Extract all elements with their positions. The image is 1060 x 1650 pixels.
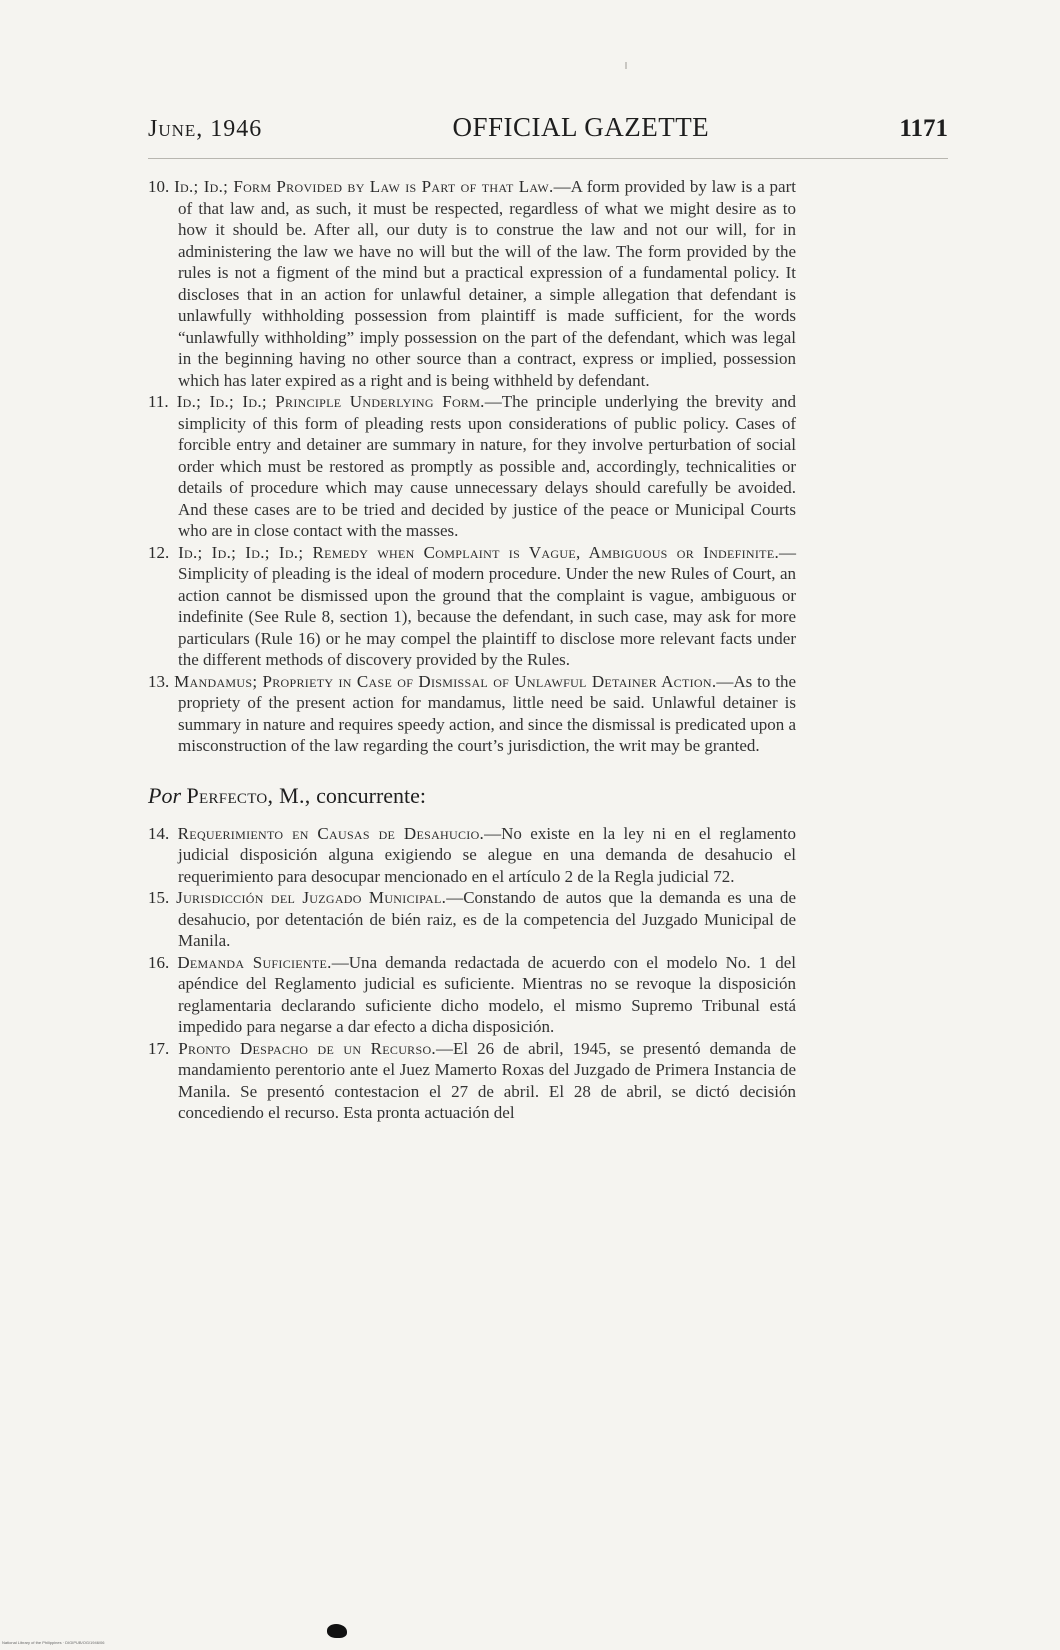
item-text: —A form provided by law is a part of that law and, as such, it must be respected, regardless of what we might desire as to how it should be. After all, our duty is to construe the law and not our will, for in administering the law we have no will but the will of the law. The form provided by the rules is not a figment of the mind but a practical expression of a fundamental policy. It discloses that in an action for unlawful detainer, a simple allegation that defendant is unlawfully withholding possession from plaintiff is made sufficient, for the words “unlawfully withholding” imply possession on the part of the defendant, which was legal in the beginning having no other source than a contract, express or implied, possession which has later expired as a right and is being withheld by defendant.: [178, 177, 796, 390]
item-text: —Una demanda redactada de acuerdo con el modelo No. 1 del apéndice del Reglamento judicial es suficiente. Mientras no se revoque la disposición reglamentaria declarando suficiente dicho modelo, el mismo Supremo Tribunal está impedido para negarse a dar efecto a dicha disposición.: [178, 952, 797, 1036]
syllabus-item: [148, 391, 796, 542]
item-heading: Jurisdicción del Juzgado Municipal.: [176, 888, 447, 907]
item-heading: Id.; Id.; Form Provided by Law is Part of that Law.: [174, 177, 554, 196]
syllabus-item: [148, 176, 796, 391]
page-header: [148, 112, 948, 152]
paper-speck: [625, 62, 627, 69]
syllabus-item: [148, 671, 796, 757]
item-number: 10.: [148, 177, 170, 196]
item-text: —As to the propriety of the present action for mandamus, little need be said. Unlawful detainer is summary in nature and requires speedy action, and since the dismissal is predicated upon a misconstruction of the law regarding the court’s jurisdiction, the writ may be granted.: [178, 671, 796, 755]
english-syllabus-list: [148, 176, 796, 757]
item-heading: Id.; Id.; Id.; Principle Underlying Form.: [176, 392, 485, 411]
item-text: —Constando de autos que la demanda es una de desahucio, por detentación de bién raiz, es de la competencia del Juzgado Municipal de Manila.: [178, 888, 796, 950]
header-title: OFFICIAL GAZETTE: [452, 112, 710, 142]
item-number: 11.: [148, 392, 169, 411]
item-text: —No existe en la ley ni en el reglamento judicial disposición alguna exigiendo se alegue en una demanda de desahucio el requerimiento para desocupar mencionado en el artículo 2 de la Regla judicial 72.: [178, 823, 796, 886]
item-heading: Requerimiento en Causas de Desahucio.: [177, 823, 485, 843]
item-heading: Mandamus; Propriety in Case of Dismissal of Unlawful Detainer Action.: [174, 671, 717, 691]
item-number: 15.: [148, 888, 170, 907]
item-text: —El 26 de abril, 1945, se presentó demanda de mandamiento perentorio ante el Juez Mamerto Roxas del Juzgado de Primera Instancia de Manila. Se presentó contestacion el 27 de abril. El 28 de abril, se dictó decisión concediendo el recurso. Esta pronta actuación del: [178, 1038, 797, 1122]
concurring-opinion-heading: [148, 783, 796, 809]
spanish-syllabus-list: [148, 823, 796, 1124]
syllabus-body: [148, 176, 796, 1124]
syllabus-item: [148, 887, 796, 952]
subhead-role: concurrente:: [316, 782, 427, 808]
syllabus-item: [148, 952, 796, 1038]
syllabus-item: [148, 823, 796, 888]
subhead-por: Por: [148, 782, 181, 808]
item-text: —Simplicity of pleading is the ideal of modern procedure. Under the new Rules of Court, an action cannot be dismissed upon the ground that the complaint is vague, ambiguous or indefinite (See Rule 8, section 1), because the defendant, in such case, may ask for more particulars (Rule 16) or he may compel the plaintiff to disclose more relevant facts under the different methods of discovery provided by the Rules.: [178, 542, 796, 669]
syllabus-item: [148, 1038, 796, 1124]
header-date: June, 1946: [148, 116, 263, 142]
item-heading: Demanda Suficiente.: [177, 952, 332, 972]
subhead-name: Perfecto, M.,: [186, 782, 311, 808]
item-heading: Id.; Id.; Id.; Id.; Remedy when Complaint is Vague, Ambiguous or Indefinite.: [178, 542, 779, 562]
ink-blot: [327, 1624, 347, 1638]
item-number: 16.: [148, 952, 170, 972]
header-rule: [148, 158, 948, 159]
header-page-number: 1171: [899, 115, 948, 142]
item-number: 13.: [148, 671, 170, 691]
scan-credit: National Library of the Philippines · DIGIPUB/OG/1946/06: [2, 1640, 105, 1645]
item-text: —The principle underlying the brevity and simplicity of this form of pleading rests upon considerations of public policy. Cases of forcible entry and detainer are summary in nature, for they involve perturbation of social order which must be restored as promptly as possible and, accordingly, technicalities or details of procedure which may cause unnecessary delays should carefully be avoided. And these cases are to be tried and decided by justice of the peace or Municipal Courts who are in close contact with the masses.: [178, 392, 797, 540]
item-number: 12.: [148, 542, 170, 562]
item-number: 14.: [148, 823, 170, 843]
syllabus-item: [148, 542, 796, 671]
item-heading: Pronto Despacho de un Recurso.: [178, 1038, 436, 1058]
item-number: 17.: [148, 1038, 170, 1058]
